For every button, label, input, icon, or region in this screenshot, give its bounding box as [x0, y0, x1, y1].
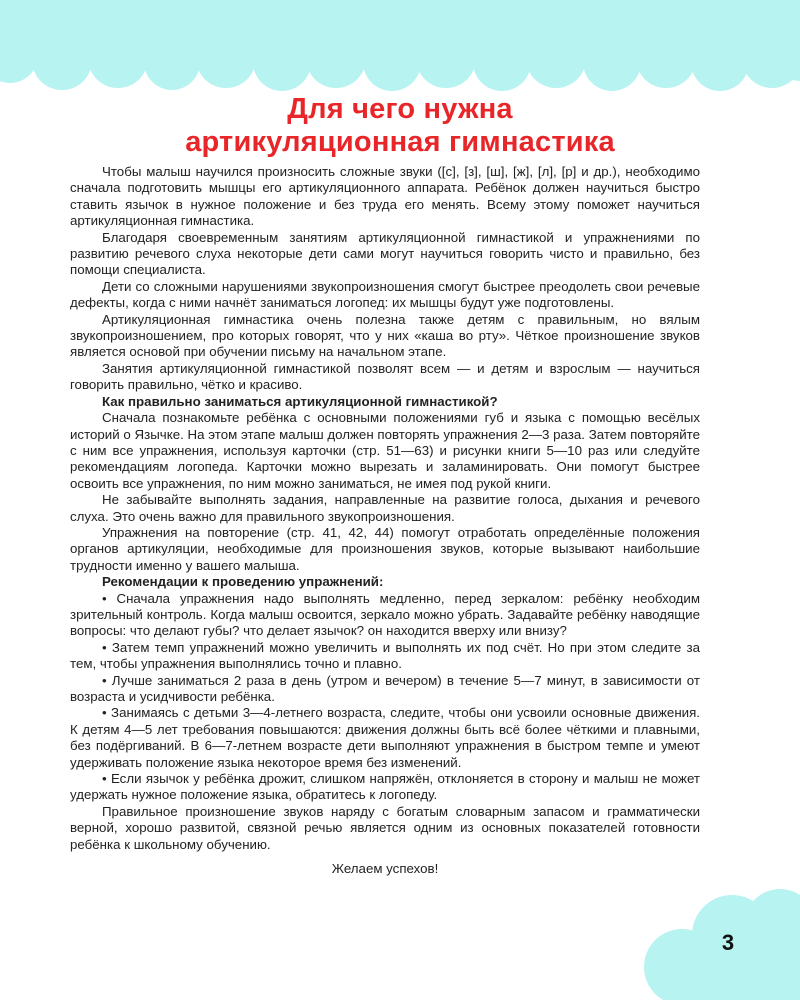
paragraph: Дети со сложными нарушениями звукопроизношения смогут быстрее преодолеть свои речевые дефекты, когда с ними начнёт заниматься логопед: их мышцы будут уже подготовлены.	[70, 278, 700, 311]
page-title-line-2: артикуляционная гимнастика	[185, 126, 615, 158]
closing-line: Желаем успехов!	[331, 861, 439, 877]
paragraph: Упражнения на повторение (стр. 41, 42, 44) помогут отработать определённые положения органов артикуляции, необходимые для произношения звуков, которые вызывают наибольшие трудности именно у вашего малыша.	[70, 524, 700, 573]
bullet-item: • Затем темп упражнений можно увеличить и выполнять их под счёт. Но при этом следите за тем, чтобы упражнения выполнялись точно и плавно.	[70, 639, 700, 672]
paragraph: Артикуляционная гимнастика очень полезна также детям с правильным, но вялым звукопроизношением, про которых говорят, что у них «каша во рту». Чёткое произношение звуков является основой при обучении письму на начальном этапе.	[70, 311, 700, 360]
page-title	[0, 93, 800, 159]
cloud-footer-decoration	[620, 885, 800, 1000]
paragraph: Занятия артикуляционной гимнастикой позволят всем — и детям и взрослым — научиться говорить правильно, чётко и красиво.	[70, 360, 700, 393]
paragraph: Благодаря своевременным занятиям артикуляционной гимнастикой и упражнениями по развитию речевого слуха некоторые дети сами могут научиться говорить чисто и правильно, без помощи специалиста.	[70, 229, 700, 278]
paragraph: Не забывайте выполнять задания, направленные на развитие голоса, дыхания и речевого слуха. Это очень важно для правильного звукопроизношения.	[70, 492, 700, 524]
bullet-item: • Занимаясь с детьми 3—4-летнего возраста, следите, чтобы они усвоили основные движения. К детям 4—5 лет требования повышаются: движения должны быть всё более чёткими и плавными, без подёргиваний. В 6—7-летнем возрасте дети выполняют упражнения в быстром темпе и умеют удерживать положение языка некоторое время без изменений.	[70, 705, 700, 770]
page-title-line-1: Для чего нужна	[287, 93, 513, 125]
section-heading-how-to: Как правильно заниматься артикуляционной гимнастикой?	[102, 393, 498, 409]
article-body	[70, 164, 700, 877]
section-heading-recommendations: Рекомендации к проведению упражнений:	[102, 574, 384, 590]
page-number: 3	[721, 930, 735, 955]
paragraph: Чтобы малыш научился произносить сложные звуки ([с], [з], [ш], [ж], [л], [р] и др.), необходимо сначала подготовить мышцы его артикуляционного аппарата. Ребёнок должен научиться быстро ставить язычок в нужное положение и без труда его менять. Всему этому поможет научиться артикуляционная гимнастика.	[70, 164, 700, 229]
paragraph: Сначала познакомьте ребёнка с основными положениями губ и языка с помощью весёлых историй о Язычке. На этом этапе малыш должен повторять упражнения 2—3 раза. Затем повторяйте с ним все упражнения, используя карточки (стр. 51—63) и рисунки книги 5—10 раз или следуйте рекомендациям логопеда. Карточки можно вырезать и заламинировать. Они помогут быстрее освоить все упражнения, по ним можно заниматься, не имея под рукой книги.	[70, 410, 700, 491]
bullet-item: • Лучше заниматься 2 раза в день (утром и вечером) в течение 5—7 минут, в зависимости от возраста и усидчивости ребёнка.	[70, 672, 700, 704]
bullet-item: • Сначала упражнения надо выполнять медленно, перед зеркалом: ребёнку необходим зрительный контроль. Когда малыш освоится, зеркало можно убрать. Задавайте ребёнку наводящие вопросы: что делают губы? что делает язычок? он находится вверху или внизу?	[70, 590, 700, 639]
final-paragraph: Правильное произношение звуков наряду с богатым словарным запасом и грамматически верной, хорошо развитой, связной речью является одним из основных показателей готовности ребёнка к школьному обучению.	[70, 803, 700, 852]
bullet-item: • Если язычок у ребёнка дрожит, слишком напряжён, отклоняется в сторону и малыш не может удержать нужное положение языка, обратитесь к логопеду.	[70, 771, 700, 803]
cloud-header-decoration	[0, 0, 800, 100]
